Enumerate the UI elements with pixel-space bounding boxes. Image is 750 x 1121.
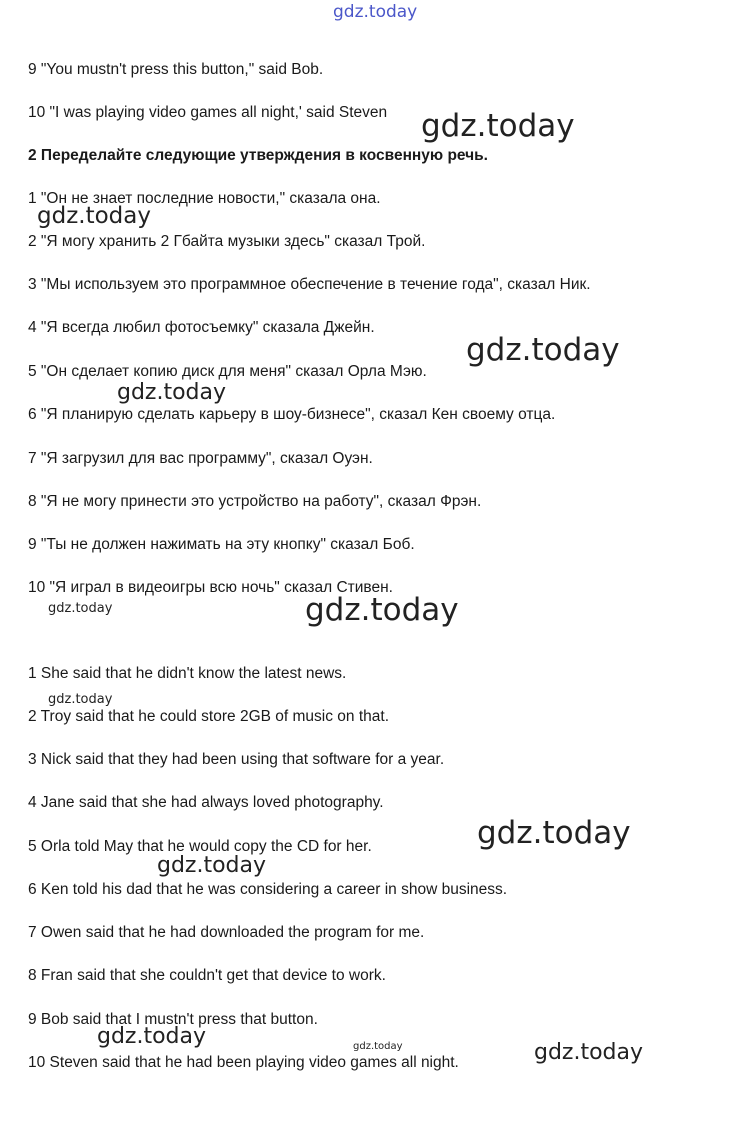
answer-item-9: 9 Bob said that I mustn't press that button. xyxy=(28,1011,318,1028)
watermark: gdz.today xyxy=(97,1024,207,1049)
exercise-2-item-2: 2 "Я могу хранить 2 Гбайта музыки здесь" сказал Трой. xyxy=(28,233,426,250)
answer-item-3: 3 Nick said that they had been using that software for a year. xyxy=(28,751,445,768)
watermark: gdz.today xyxy=(466,332,620,368)
watermark: gdz.today xyxy=(421,108,575,144)
answer-item-4: 4 Jane said that she had always loved photography. xyxy=(28,794,384,811)
answer-item-5: 5 Orla told May that he would copy the CD for her. xyxy=(28,838,372,855)
watermark: gdz.today xyxy=(157,853,267,878)
top-watermark: gdz.today xyxy=(333,2,418,22)
answer-item-10: 10 Steven said that he had been playing video games all night. xyxy=(28,1054,459,1071)
watermark: gdz.today xyxy=(477,815,631,851)
exercise-2-item-10: 10 "Я играл в видеоигры всю ночь" сказал Стивен. xyxy=(28,579,393,596)
answer-item-7: 7 Owen said that he had downloaded the program for me. xyxy=(28,924,425,941)
exercise-2-item-8: 8 "Я не могу принести это устройство на работу", сказал Фрэн. xyxy=(28,493,482,510)
watermark: gdz.today xyxy=(305,592,459,628)
answer-item-1: 1 She said that he didn't know the latest news. xyxy=(28,665,347,682)
exercise-1-item-9: 9 "You mustn't press this button," said Bob. xyxy=(28,61,324,78)
exercise-2-item-9: 9 "Ты не должен нажимать на эту кнопку" сказал Боб. xyxy=(28,536,415,553)
exercise-2-item-1: 1 "Он не знает последние новости," сказала она. xyxy=(28,190,381,207)
exercise-2-item-5: 5 "Он сделает копию диск для меня" сказал Орла Мэю. xyxy=(28,363,427,380)
exercise-2-item-6: 6 "Я планирую сделать карьеру в шоу-бизнесе", сказал Кен своему отца. xyxy=(28,406,556,423)
exercise-2-item-4: 4 "Я всегда любил фотосъемку" сказала Джейн. xyxy=(28,319,375,336)
answer-item-6: 6 Ken told his dad that he was considering a career in show business. xyxy=(28,881,508,898)
exercise-2-heading: 2 Переделайте следующие утверждения в косвенную речь. xyxy=(28,147,488,164)
exercise-1-item-10: 10 "I was playing video games all night,' said Steven xyxy=(28,104,388,121)
answer-item-8: 8 Fran said that she couldn't get that device to work. xyxy=(28,967,386,984)
watermark: gdz.today xyxy=(534,1040,644,1065)
watermark: gdz.today xyxy=(48,601,113,616)
watermark: gdz.today xyxy=(117,380,227,405)
watermark: gdz.today xyxy=(48,692,113,707)
answer-item-2: 2 Troy said that he could store 2GB of music on that. xyxy=(28,708,389,725)
exercise-2-item-7: 7 "Я загрузил для вас программу", сказал Оуэн. xyxy=(28,450,373,467)
watermark: gdz.today xyxy=(353,1041,403,1052)
exercise-2-item-3: 3 "Мы используем это программное обеспечение в течение года", сказал Ник. xyxy=(28,276,591,293)
watermark: gdz.today xyxy=(37,203,151,229)
